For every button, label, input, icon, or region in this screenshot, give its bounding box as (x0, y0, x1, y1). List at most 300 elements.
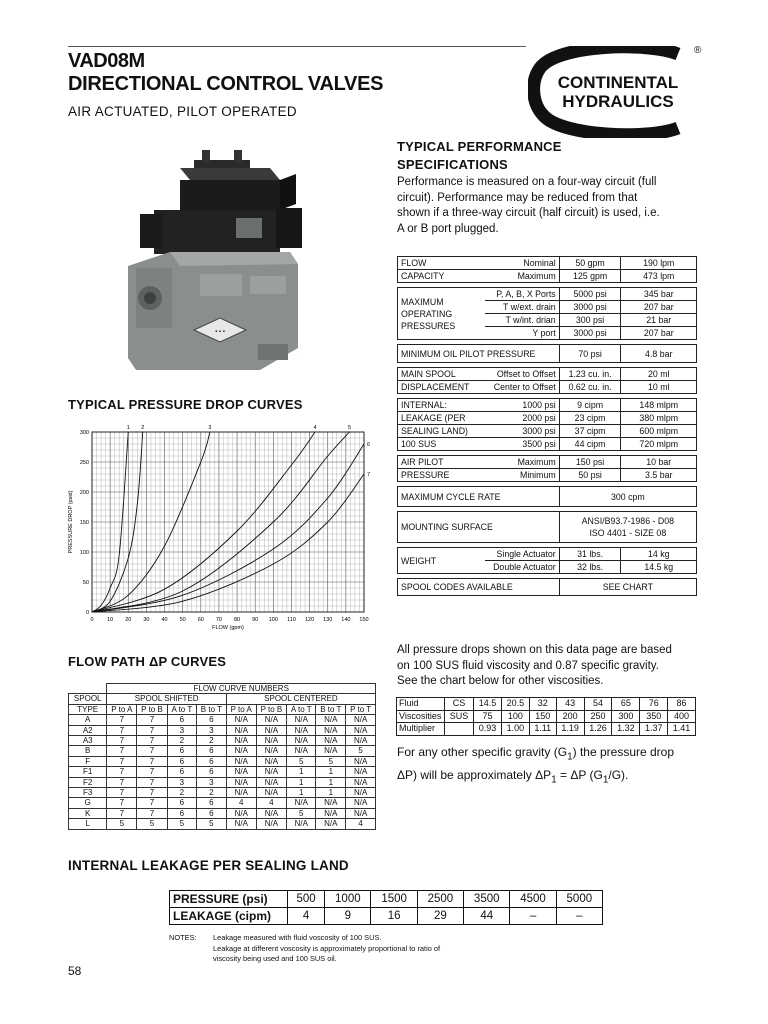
spec-sub: Double Actuator (485, 561, 559, 574)
logo-line2: HYDRAULICS (562, 92, 674, 111)
curve-number-cell: 5 (196, 819, 226, 829)
page-title: DIRECTIONAL CONTROL VALVES (68, 73, 384, 95)
curve-number-cell: 7 (107, 788, 137, 798)
curve-number-cell: N/A (226, 819, 256, 829)
curve-number-cell: N/A (256, 715, 286, 725)
spool-shifted-header: SPOOL SHIFTED (107, 694, 226, 704)
viscosity-cell: Viscosities (397, 710, 445, 723)
leakage-value: 9 (325, 908, 371, 925)
spec-label: SPOOL CODES AVAILABLE (398, 579, 560, 596)
label-line: MAXIMUM (401, 296, 444, 307)
specific-gravity-note (397, 743, 702, 790)
curve-number-cell: N/A (256, 819, 286, 829)
spec-sub: Offset to Offset (485, 368, 559, 381)
y-tick-label: 50 (82, 580, 89, 586)
spec-sub: Nominal (485, 257, 559, 270)
viscosity-cell: 150 (529, 710, 556, 723)
x-tick-label: 130 (323, 617, 333, 623)
curve-number-cell: 2 (196, 788, 226, 798)
viscosity-cell: 86 (668, 698, 696, 711)
y-tick-label: 300 (79, 430, 89, 436)
curve-number-cell: N/A (316, 736, 346, 746)
x-tick-label: 60 (197, 617, 204, 623)
spec-label: CAPACITY (398, 270, 486, 283)
notes-line-1 (169, 933, 440, 944)
flow-path-rows (69, 715, 376, 829)
spec-label: WEIGHT (398, 548, 486, 574)
pressure-value: 500 (288, 891, 325, 908)
spec-sub: Single Actuator (485, 548, 559, 561)
table-row (69, 725, 376, 735)
curve-number-cell: 6 (167, 746, 196, 756)
curve-number-cell: 7 (107, 767, 137, 777)
curve-number-cell: 1 (287, 767, 316, 777)
viscosity-cell: 75 (474, 710, 502, 723)
model-number: VAD08M (68, 50, 145, 72)
viscosity-cell: 1.26 (584, 723, 612, 736)
spec-value: SEE CHART (559, 579, 696, 596)
spec-label: DISPLACEMENT (398, 381, 486, 394)
curve-number-cell: 7 (107, 715, 137, 725)
curve-number-cell: N/A (256, 725, 286, 735)
spec-label: MOUNTING SURFACE (398, 512, 560, 543)
viscosity-table (396, 697, 696, 736)
y-tick-label: 0 (85, 610, 89, 616)
spec-metric: 345 bar (621, 288, 697, 301)
spool-type-cell: A3 (69, 736, 107, 746)
spool-type-cell: F3 (69, 788, 107, 798)
x-tick-label: 40 (161, 617, 168, 623)
pressure-value: 5000 (556, 891, 602, 908)
flow-path-col-header: P to A (226, 704, 256, 714)
gravity-text: = ΔP (G (556, 768, 603, 783)
table-row (69, 746, 376, 756)
curve-number-cell: N/A (256, 736, 286, 746)
spool-type-cell: L (69, 819, 107, 829)
gravity-sub: 1 (567, 751, 573, 763)
spec-us: 44 cipm (559, 438, 621, 451)
viscosity-cell: 1.19 (556, 723, 584, 736)
table-row (69, 798, 376, 808)
curve-number-cell: 6 (196, 798, 226, 808)
pressure-value: 4500 (510, 891, 556, 908)
spool-header: SPOOL (69, 694, 107, 704)
leakage-value: – (556, 908, 602, 925)
pressure-value: 1500 (371, 891, 417, 908)
spec-sub: P, A, B, X Ports (485, 288, 559, 301)
spec-metric: 14 kg (621, 548, 697, 561)
label-line: PRESSURES (401, 320, 456, 331)
viscosity-cell: 200 (556, 710, 584, 723)
leakage-value: 16 (371, 908, 417, 925)
spec-label: INTERNAL: (398, 399, 486, 412)
table-row (69, 756, 376, 766)
viscosity-cell: Fluid (397, 698, 445, 711)
flow-path-col-header: P to T (346, 704, 376, 714)
logo-line1: CONTINENTAL (557, 73, 679, 92)
series-label-4: 4 (313, 425, 317, 431)
curve-number-cell: 7 (137, 725, 167, 735)
spec-value (559, 512, 696, 543)
corner-cell (69, 684, 107, 694)
curve-number-cell: 6 (196, 808, 226, 818)
curve-number-cell: N/A (226, 788, 256, 798)
viscosity-cell: SUS (445, 710, 474, 723)
curve-number-cell: 7 (137, 788, 167, 798)
notes (169, 933, 440, 965)
curve-number-cell: 7 (137, 777, 167, 787)
performance-heading-line1: TYPICAL PERFORMANCE (397, 139, 562, 154)
spec-metric: 4.8 bar (621, 345, 697, 363)
spec-us: 32 lbs. (559, 561, 621, 574)
curve-number-cell: 7 (137, 746, 167, 756)
curve-number-cell: N/A (287, 819, 316, 829)
gravity-text: /G). (608, 768, 629, 783)
curve-number-cell: N/A (226, 746, 256, 756)
spec-sub: T w/int. drian (485, 314, 559, 327)
spec-us: 0.62 cu. in. (559, 381, 621, 394)
curve-number-cell: N/A (256, 808, 286, 818)
spec-us: 50 gpm (559, 257, 621, 270)
table-row (69, 736, 376, 746)
viscosity-cell: 400 (668, 710, 696, 723)
spec-metric: 20 ml (621, 368, 697, 381)
spec-us: 300 psi (559, 314, 621, 327)
curve-number-cell: 6 (167, 767, 196, 777)
spec-sub: T w/ext. drain (485, 301, 559, 314)
curve-number-cell: N/A (346, 808, 376, 818)
viscosity-cell: Multiplier (397, 723, 445, 736)
spec-us: 50 psi (559, 469, 621, 482)
curve-number-cell: 5 (287, 808, 316, 818)
viscosity-cell: 1.11 (529, 723, 556, 736)
spec-metric: 14.5 kg (621, 561, 697, 574)
curve-number-cell: 2 (196, 736, 226, 746)
table-row (69, 808, 376, 818)
spec-us: 150 psi (559, 456, 621, 469)
leakage-value-row (170, 908, 603, 925)
viscosity-cell (445, 723, 474, 736)
curve-number-cell: N/A (346, 767, 376, 777)
spec-sub: Minimum (485, 469, 559, 482)
spec-label: MAIN SPOOL (398, 368, 486, 381)
viscosity-cell: 14.5 (474, 698, 502, 711)
spec-metric: 190 lpm (621, 257, 697, 270)
curve-number-cell: N/A (226, 767, 256, 777)
spool-type-cell: F2 (69, 777, 107, 787)
curve-number-cell: N/A (256, 777, 286, 787)
curve-number-cell: N/A (346, 736, 376, 746)
curve-number-cell: 6 (167, 715, 196, 725)
curve-number-cell: 1 (287, 788, 316, 798)
spec-metric: 720 mlpm (621, 438, 697, 451)
viscosity-cell: 300 (612, 710, 640, 723)
flow-path-col-header: A to T (287, 704, 316, 714)
pressure-drop-chart-svg (62, 420, 376, 638)
spec-us: 3000 psi (559, 327, 621, 340)
viscosity-cell: 1.32 (612, 723, 640, 736)
viscosity-cell: 32 (529, 698, 556, 711)
curve-number-cell: 3 (196, 777, 226, 787)
spec-us: 23 cipm (559, 412, 621, 425)
spool-type-cell: F (69, 756, 107, 766)
x-tick-label: 100 (268, 617, 278, 623)
pressure-label: PRESSURE (psi) (170, 891, 288, 908)
curve-number-cell: 7 (137, 736, 167, 746)
curve-number-cell: N/A (287, 746, 316, 756)
flow-path-col-header: P to B (256, 704, 286, 714)
spec-us: 9 cipm (559, 399, 621, 412)
x-tick-label: 140 (341, 617, 351, 623)
notes-text: Leakage at different voscosity is approximately proportional to ratio of (213, 943, 441, 953)
spec-metric: 148 mlpm (621, 399, 697, 412)
spec-label: SEALING LAND) (398, 425, 486, 438)
curve-number-cell: 7 (107, 746, 137, 756)
spec-metric: 3.5 bar (621, 469, 697, 482)
spec-label: FLOW (398, 257, 486, 270)
note-line: on 100 SUS fluid viscosity and 0.87 specific gravity. (397, 659, 659, 672)
table-row (69, 819, 376, 829)
performance-heading-line2: SPECIFICATIONS (397, 157, 508, 172)
curve-number-cell: 7 (107, 798, 137, 808)
spec-sub: Center to Offset (485, 381, 559, 394)
spec-metric: 207 bar (621, 301, 697, 314)
gravity-text: ΔP) will be approximately ΔP (397, 768, 552, 783)
curve-number-cell: 1 (287, 777, 316, 787)
table-row (69, 788, 376, 798)
viscosity-cell: CS (445, 698, 474, 711)
svg-text:▪ ▪ ▪: ▪ ▪ ▪ (215, 329, 225, 335)
performance-spec-table (397, 256, 697, 596)
spec-sub: Maximum (485, 456, 559, 469)
series-label-1: 1 (126, 425, 130, 431)
spec-us: 5000 psi (559, 288, 621, 301)
curve-number-cell: 6 (167, 798, 196, 808)
x-tick-label: 70 (215, 617, 222, 623)
curve-number-cell: N/A (346, 777, 376, 787)
spec-label: MINIMUM OIL PILOT PRESSURE (398, 345, 560, 363)
viscosity-cell: 1.00 (501, 723, 529, 736)
curve-number-cell: N/A (316, 819, 346, 829)
leakage-value: – (510, 908, 556, 925)
note-line: See the chart below for other viscosities. (397, 675, 604, 687)
table-row (69, 767, 376, 777)
series-label-7: 7 (367, 472, 371, 478)
spec-us: 31 lbs. (559, 548, 621, 561)
leakage-value: 44 (464, 908, 510, 925)
spec-sub: 3500 psi (485, 438, 559, 451)
y-tick-label: 150 (79, 520, 89, 526)
spec-label: MAXIMUM CYCLE RATE (398, 487, 560, 507)
curve-number-cell: N/A (287, 725, 316, 735)
curve-number-cell: 1 (316, 777, 346, 787)
viscosity-row-sus (397, 710, 696, 723)
spec-us: 1.23 cu. in. (559, 368, 621, 381)
curve-number-cell: 1 (316, 788, 346, 798)
curve-number-cell: N/A (316, 715, 346, 725)
spec-us: 70 psi (559, 345, 621, 363)
spec-label: PRESSURE (398, 469, 486, 482)
curve-number-cell: N/A (226, 756, 256, 766)
spec-label (398, 288, 486, 340)
spool-type-header: TYPE (69, 704, 107, 714)
notes-text: Leakage measured with fluid voscosity of 100 SUS. (213, 933, 382, 942)
flow-path-heading: FLOW PATH ΔP CURVES (68, 654, 227, 669)
spec-metric: 10 bar (621, 456, 697, 469)
spec-label: 100 SUS (398, 438, 486, 451)
gravity-sub: 1 (602, 774, 609, 786)
curve-number-cell: N/A (316, 808, 346, 818)
pressure-value: 3500 (464, 891, 510, 908)
curve-number-cell: N/A (346, 788, 376, 798)
curve-number-cell: 5 (316, 756, 346, 766)
spool-type-cell: K (69, 808, 107, 818)
series-label-3: 3 (208, 425, 212, 431)
spec-us: 125 gpm (559, 270, 621, 283)
curve-number-cell: 5 (167, 819, 196, 829)
curve-number-cell: 4 (256, 798, 286, 808)
curve-number-cell: N/A (256, 746, 286, 756)
continental-hydraulics-logo (528, 46, 696, 138)
page-subtitle: AIR ACTUATED, PILOT OPERATED (68, 104, 297, 119)
curve-number-cell: 6 (196, 756, 226, 766)
spec-value: 300 cpm (559, 487, 696, 507)
gravity-text: ) the pressure drop (572, 745, 675, 759)
spec-label: AIR PILOT (398, 456, 486, 469)
curve-number-cell: N/A (287, 736, 316, 746)
viscosity-cell: 54 (584, 698, 612, 711)
value-line: ISO 4401 - SIZE 08 (589, 528, 667, 538)
notes-label: NOTES: (169, 933, 197, 942)
curve-number-cell: 3 (167, 777, 196, 787)
flow-curve-numbers-title: FLOW CURVE NUMBERS (107, 684, 376, 694)
intro-line: shown if a three-way circuit (half circuit) is used, i.e. (397, 207, 660, 219)
table-row (69, 777, 376, 787)
intro-line: A or B port plugged. (397, 222, 499, 235)
x-tick-label: 50 (179, 617, 186, 623)
viscosity-cell: 350 (640, 710, 668, 723)
pressure-value: 2500 (417, 891, 463, 908)
curve-number-cell: 7 (107, 725, 137, 735)
spec-sub: 3000 psi (485, 425, 559, 438)
curve-number-cell: 7 (107, 736, 137, 746)
viscosity-cell: 100 (501, 710, 529, 723)
valve-product-image (110, 148, 310, 378)
leakage-table (169, 890, 603, 925)
table-row (69, 715, 376, 725)
x-tick-label: 30 (143, 617, 150, 623)
spool-type-cell: B (69, 746, 107, 756)
pressure-value: 1000 (325, 891, 371, 908)
curve-number-cell: 6 (167, 756, 196, 766)
spool-centered-header: SPOOL CENTERED (226, 694, 375, 704)
curve-number-cell: 5 (287, 756, 316, 766)
viscosity-cell: 0.93 (474, 723, 502, 736)
curve-number-cell: 4 (346, 819, 376, 829)
spec-metric: 600 mlpm (621, 425, 697, 438)
curve-number-cell: 6 (196, 715, 226, 725)
series-label-6: 6 (367, 442, 371, 448)
y-tick-label: 100 (79, 550, 89, 556)
curve-number-cell: 5 (137, 819, 167, 829)
curve-number-cell: N/A (346, 715, 376, 725)
curve-number-cell: 5 (107, 819, 137, 829)
curve-number-cell: 6 (167, 808, 196, 818)
gravity-text: For any other specific gravity (G (397, 745, 568, 759)
flow-path-col-header: B to T (196, 704, 226, 714)
curve-number-cell: N/A (226, 777, 256, 787)
pressure-drop-chart (62, 420, 376, 638)
label-line: OPERATING (401, 308, 453, 319)
spool-type-cell: A (69, 715, 107, 725)
flow-path-col-header: P to A (107, 704, 137, 714)
performance-intro (397, 175, 697, 237)
flow-path-col-header: A to T (167, 704, 196, 714)
curve-number-cell: 7 (137, 798, 167, 808)
leakage-pressure-row (170, 891, 603, 908)
series-label-5: 5 (347, 425, 352, 431)
x-axis-label: FLOW (gpm) (212, 625, 244, 631)
value-line: ANSI/B93.7-1986 - D08 (581, 516, 675, 526)
viscosity-row-cs (397, 698, 696, 711)
intro-line: circuit). Performance may be reduced from that (397, 191, 638, 204)
curve-number-cell: 7 (107, 756, 137, 766)
note-line: All pressure drops shown on this data page are based (397, 644, 672, 656)
leakage-value: 29 (417, 908, 463, 925)
curve-number-cell: 2 (167, 788, 196, 798)
curve-number-cell: 2 (167, 736, 196, 746)
curve-number-cell: 3 (196, 725, 226, 735)
curve-number-cell: 3 (167, 725, 196, 735)
spool-type-cell: A2 (69, 725, 107, 735)
leakage-label: LEAKAGE (cipm) (170, 908, 288, 925)
curve-number-cell: 4 (226, 798, 256, 808)
flow-path-col-header: P to B (137, 704, 167, 714)
viscosity-cell: 43 (556, 698, 584, 711)
spec-sub: Maximum (485, 270, 559, 283)
series-label-2: 2 (141, 425, 145, 431)
curve-number-cell: N/A (256, 788, 286, 798)
curve-number-cell: 1 (316, 767, 346, 777)
curve-number-cell: N/A (346, 798, 376, 808)
leakage-value: 4 (288, 908, 325, 925)
curve-number-cell: N/A (346, 725, 376, 735)
viscosity-row-multiplier (397, 723, 696, 736)
flow-path-column-headers (69, 704, 376, 714)
spec-metric: 21 bar (621, 314, 697, 327)
flow-path-col-header: B to T (316, 704, 346, 714)
gravity-line (397, 766, 702, 789)
spec-label: LEAKAGE (PER (398, 412, 486, 425)
x-tick-label: 150 (359, 617, 369, 623)
curve-number-cell: N/A (226, 808, 256, 818)
spec-metric: 473 lpm (621, 270, 697, 283)
gravity-line (397, 743, 702, 766)
curve-number-cell: 7 (137, 756, 167, 766)
viscosity-cell: 1.37 (640, 723, 668, 736)
curve-number-cell: 7 (107, 777, 137, 787)
spool-type-cell: F1 (69, 767, 107, 777)
spec-metric: 380 mlpm (621, 412, 697, 425)
curve-number-cell: N/A (226, 725, 256, 735)
curve-number-cell: 6 (196, 767, 226, 777)
curve-number-cell: 7 (137, 808, 167, 818)
curve-number-cell: 5 (346, 746, 376, 756)
spec-metric: 10 ml (621, 381, 697, 394)
flow-path-table (68, 683, 376, 830)
performance-heading (397, 138, 562, 174)
curve-number-cell: N/A (316, 746, 346, 756)
